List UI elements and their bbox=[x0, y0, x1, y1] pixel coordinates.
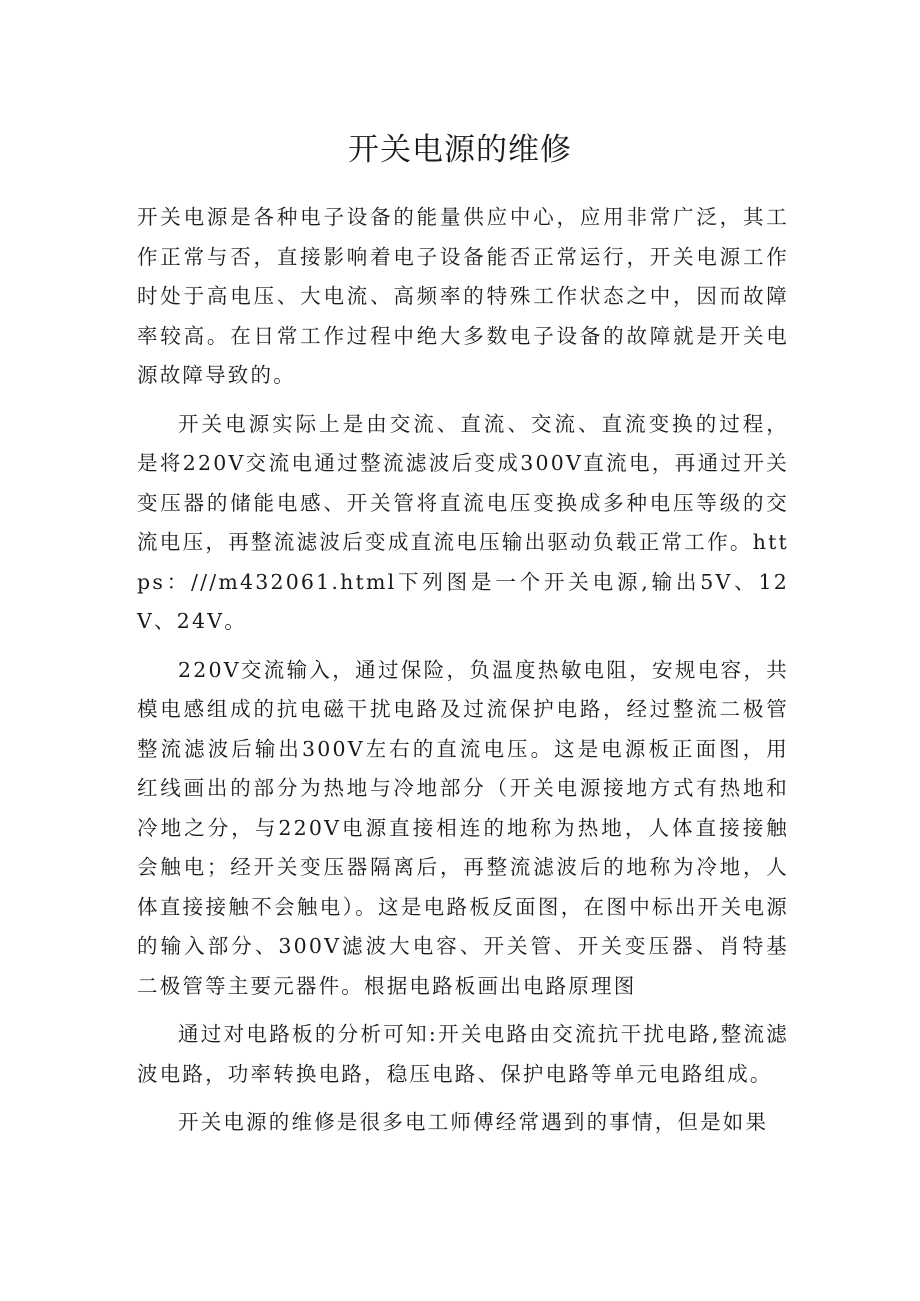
paragraph-repair: 开关电源的维修是很多电工师傅经常遇到的事情，但是如果 bbox=[178, 1110, 769, 1134]
document-body bbox=[137, 198, 789, 1152]
document-title: 开关电源的维修 bbox=[348, 132, 572, 168]
paragraph-circuit-analysis: 通过对电路板的分析可知:开关电路由交流抗干扰电路,整流滤波电路，功率转换电路，稳压电路、保护电路等单元电路组成。 bbox=[137, 1022, 789, 1086]
paragraph-input-circuit: 220V交流输入，通过保险，负温度热敏电阻，安规电容，共模电感组成的抗电磁干扰电路及过流保护电路，经过整流二极管整流滤波后输出300V左右的直流电压。这是电源板正面图，用红线画出的部分为热地与冷地部分（开关电源接地方式有热地和冷地之分，与220V电源直接相连的地称为热地，人体直接接触会触电；经开关变压器隔离后，再整流滤波后的地称为冷地，人体直接接触不会触电）。这是电路板反面图，在图中标出开关电源的输入部分、300V滤波大电容、开关管、开关变压器、肖特基二极管等主要元器件。根据电路板画出电路原理图 bbox=[137, 657, 789, 998]
paragraph-intro: 开关电源是各种电子设备的能量供应中心，应用非常广泛，其工作正常与否，直接影响着电子设备能否正常运行，开关电源工作时处于高电压、大电流、高频率的特殊工作状态之中，因而故障率较高。在日常工作过程中绝大多数电子设备的故障就是开关电源故障导致的。 bbox=[137, 205, 789, 387]
paragraph-conversion: 开关电源实际上是由交流、直流、交流、直流变换的过程，是将220V交流电通过整流滤波后变成300V直流电，再通过开关变压器的储能电感、开关管将直流电压变换成多种电压等级的交流电压，再整流滤波后变成直流电压输出驱动负载正常工作。https：///m432061.html下列图是一个开关电源,输出5V、12V、24V。 bbox=[137, 411, 789, 633]
